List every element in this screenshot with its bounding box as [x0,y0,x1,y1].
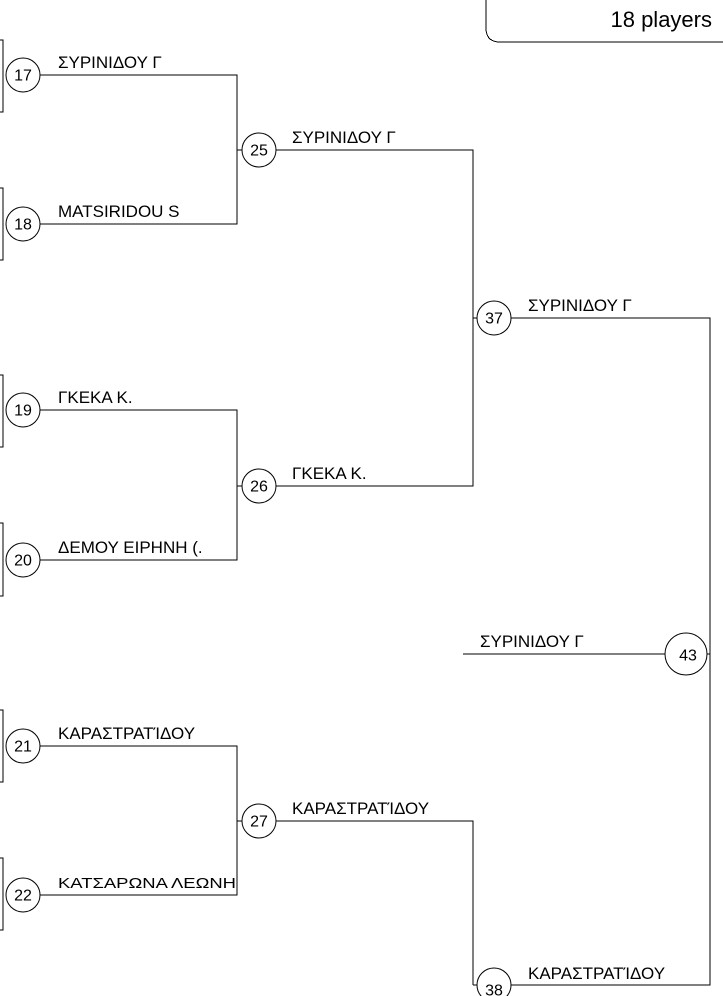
players-count-label: 18 players [610,7,712,32]
match-number: 19 [14,402,32,420]
match-number: 37 [485,310,503,328]
player-name: MATSIRIDOU S [58,202,180,221]
match-18 [6,202,180,241]
player-name: ΣΥΡΙΝΙΔΟΥ Γ [528,296,632,315]
match-number: 38 [485,982,503,996]
match-number: 17 [14,67,32,85]
match-number: 25 [250,142,268,160]
match-number: 27 [250,813,268,831]
match-27 [242,799,429,838]
match-21 [6,724,195,763]
match-number: 26 [250,478,268,496]
match-number: 20 [14,552,32,570]
player-name: ΣΥΡΙΝΙΔΟΥ Γ [58,53,162,72]
match-number: 18 [14,216,32,234]
match-17 [6,53,162,92]
player-name: ΚΑΡΑΣΤΡΑΤΊΔΟΥ [58,724,196,743]
round2-connectors [280,150,516,985]
match-number: 22 [14,887,32,905]
match-37 [477,296,632,335]
match-22 [6,875,236,912]
player-name: ΔΕΜΟΥ ΕΙΡΗΝΗ (. [58,538,203,557]
player-name: ΣΥΡΙΝΙΔΟΥ Γ [292,128,396,147]
match-38 [477,964,665,996]
player-name: ΚΑΤΣΑΡΩΝΑ ΛΕΩΝΗ [58,875,236,892]
player-name: ΓΚΕΚΑ Κ. [292,464,367,483]
match-number: 21 [14,738,32,756]
player-name: ΚΑΡΑΣΤΡΑΤΊΔΟΥ [528,964,666,983]
player-name: ΓΚΕΚΑ Κ. [58,388,133,407]
match-26 [242,464,367,503]
player-name: ΚΑΡΑΣΤΡΑΤΊΔΟΥ [292,799,430,818]
match-19 [6,388,133,427]
match-20 [6,538,203,577]
match-25 [242,128,396,167]
match-number: 43 [679,647,697,665]
player-name: ΣΥΡΙΝΙΔΟΥ Γ [480,632,584,651]
left-edge-brackets [0,40,3,930]
